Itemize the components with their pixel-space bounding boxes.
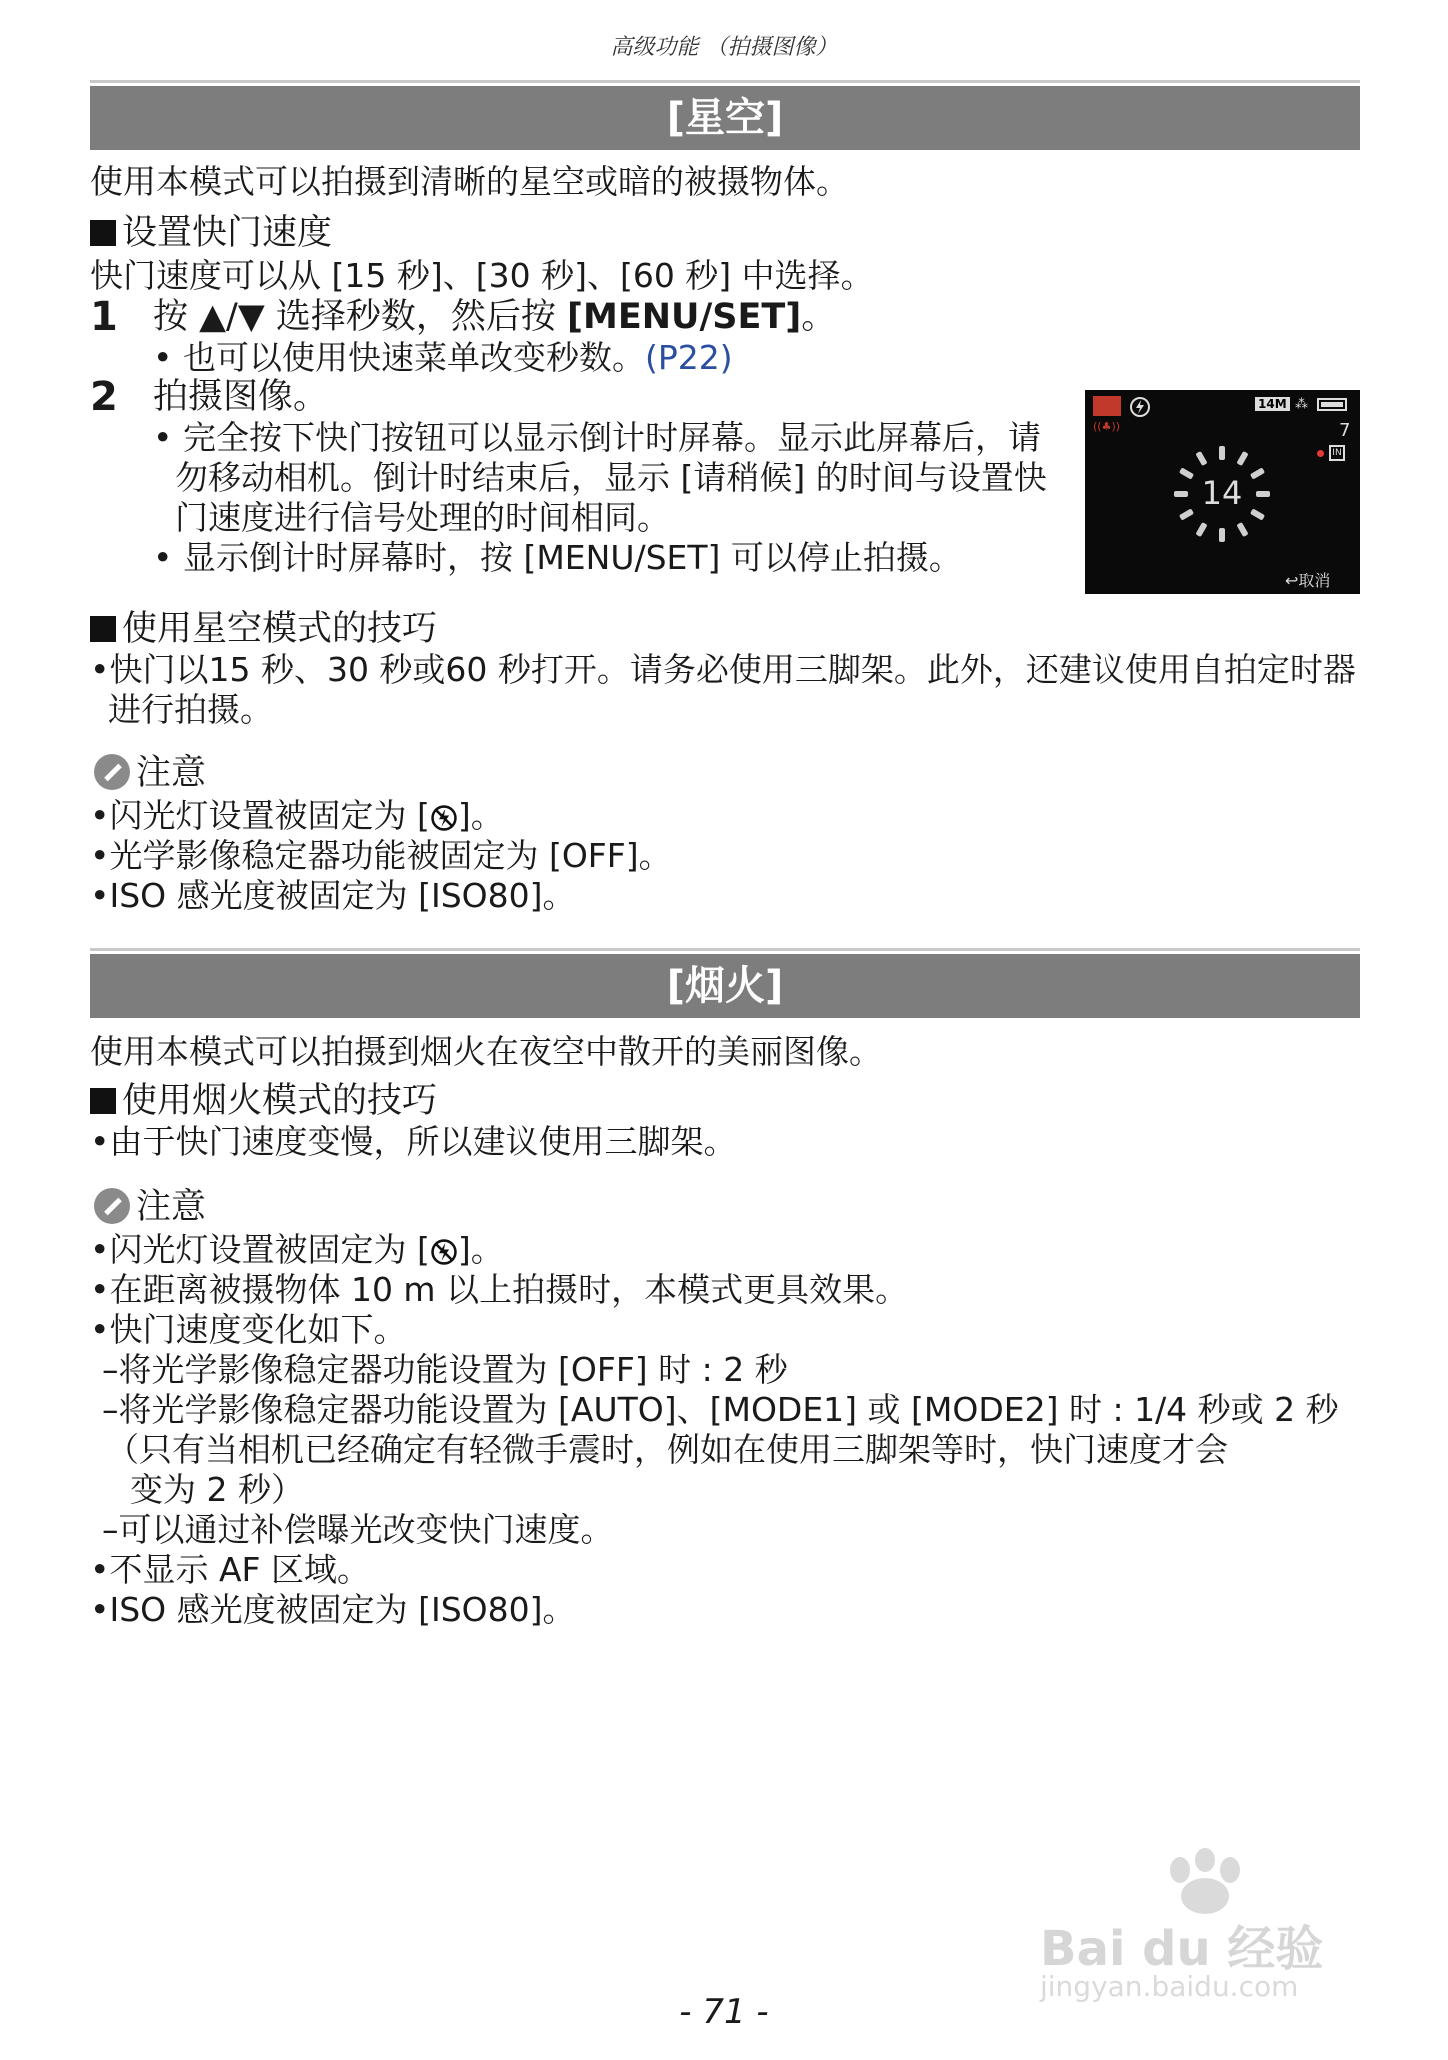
- fireworks-tips-heading: 使用烟火模式的技巧: [90, 1080, 437, 1122]
- watermark-url: jingyan.baidu.com: [1040, 1970, 1299, 2003]
- note-heading: 注意: [94, 1186, 206, 1228]
- shutter-case-off: –将光学影像稳定器功能设置为 [OFF] 时 : 2 秒: [102, 1350, 788, 1389]
- resolution-indicator: 14M: [1255, 397, 1290, 411]
- section-intro: 使用本模式可以拍摄到烟火在夜空中散开的美丽图像。: [90, 1032, 882, 1071]
- square-bullet-icon: [90, 616, 116, 642]
- shutter-case-auto: –将光学影像稳定器功能设置为 [AUTO]、[MODE1] 或 [MODE2] 时 : 1/4 秒或 2 秒: [102, 1390, 1339, 1429]
- step-number: 1: [90, 294, 118, 340]
- cancel-hint: ↩取消: [1285, 571, 1331, 590]
- running-head: 高级功能 （拍摄图像）: [610, 35, 838, 60]
- flash-off-icon: [1129, 396, 1151, 418]
- note-shutter-change: •快门速度变化如下。: [90, 1310, 407, 1349]
- step-number: 2: [90, 374, 118, 420]
- shutter-case-exposure: –可以通过补偿曝光改变快门速度。: [102, 1510, 614, 1549]
- stabilizer-off-icon: ((♣)): [1093, 420, 1121, 433]
- note-pencil-icon: [94, 1188, 130, 1224]
- flash-off-icon: [430, 1238, 458, 1266]
- step-2-bullet: • 显示倒计时屏幕时，按 [MENU/SET] 可以停止拍摄。: [153, 538, 962, 577]
- note-pencil-icon: [94, 754, 130, 790]
- page-number: - 71 -: [679, 1992, 769, 2032]
- watermark-brand: Bai du 经验: [1040, 1921, 1324, 1977]
- note-flash-fixed: •闪光灯设置被固定为 [ ]。: [90, 796, 504, 835]
- note-distance: •在距离被摄物体 10 m 以上拍摄时，本模式更具效果。: [90, 1270, 909, 1309]
- section-title-starry-sky: [星空]: [90, 86, 1360, 150]
- section-title-fireworks: [烟火]: [90, 954, 1360, 1018]
- shutter-speed-heading: 设置快门速度: [90, 212, 332, 254]
- shutter-case-auto-detail: （只有当相机已经确定有轻微手震时，例如在使用三脚架等时，快门速度才会: [106, 1430, 1228, 1469]
- step-1-bullet: • 也可以使用快速菜单改变秒数。(P22): [153, 338, 733, 377]
- fireworks-tips-bullet: •由于快门速度变慢，所以建议使用三脚架。: [90, 1122, 737, 1161]
- paw-logo-icon: [1150, 1848, 1270, 1918]
- starry-sky-tips-bullet: •快门以15 秒、30 秒或60 秒打开。请务必使用三脚架。此外，还建议使用自拍定时器进行拍摄。: [90, 650, 1356, 729]
- recording-dot-icon: [1317, 450, 1324, 457]
- section-intro: 使用本模式可以拍摄到清晰的星空或暗的被摄物体。: [90, 162, 849, 201]
- note-iso-fixed: •ISO 感光度被固定为 [ISO80]。: [90, 1590, 576, 1629]
- square-bullet-icon: [90, 1088, 116, 1114]
- step-2-bullet: • 完全按下快门按钮可以显示倒计时屏幕。显示此屏幕后，请勿移动相机。倒计时结束后，显示 [请稍候] 的时间与设置快门速度进行信号处理的时间相同。: [153, 418, 1047, 537]
- section-rule: [90, 948, 1360, 951]
- square-bullet-icon: [90, 220, 116, 246]
- starry-sky-tips-heading: 使用星空模式的技巧: [90, 608, 437, 650]
- starry-sky-mode-icon: [1093, 396, 1121, 416]
- internal-memory-icon: IN: [1329, 445, 1345, 461]
- shots-remaining: 7: [1339, 420, 1351, 441]
- shutter-speed-text: 快门速度可以从 [15 秒]、[30 秒]、[60 秒] 中选择。: [90, 256, 874, 295]
- note-heading: 注意: [94, 752, 206, 794]
- note-iso-fixed: •ISO 感光度被固定为 [ISO80]。: [90, 876, 576, 915]
- note-af-area: •不显示 AF 区域。: [90, 1550, 371, 1589]
- page-reference-link[interactable]: (P22): [644, 338, 733, 377]
- camera-countdown-screen: [1085, 390, 1360, 594]
- return-arrow-icon: ↩: [1285, 571, 1299, 590]
- step-2-instruction: 拍摄图像。: [153, 377, 329, 417]
- countdown-seconds: 14: [1201, 474, 1243, 512]
- quality-icon: ⁂: [1295, 397, 1308, 412]
- step-1-instruction: 按 ▲/▼ 选择秒数，然后按 [MENU/SET]。: [153, 297, 837, 337]
- shutter-case-auto-detail: 变为 2 秒）: [130, 1470, 304, 1509]
- flash-off-icon: [430, 804, 458, 832]
- baidu-watermark: [1040, 1848, 1370, 2008]
- section-rule: [90, 80, 1360, 83]
- battery-icon: [1317, 398, 1347, 411]
- note-flash-fixed: •闪光灯设置被固定为 [ ]。: [90, 1230, 504, 1269]
- note-stabilizer-fixed: •光学影像稳定器功能被固定为 [OFF]。: [90, 836, 672, 875]
